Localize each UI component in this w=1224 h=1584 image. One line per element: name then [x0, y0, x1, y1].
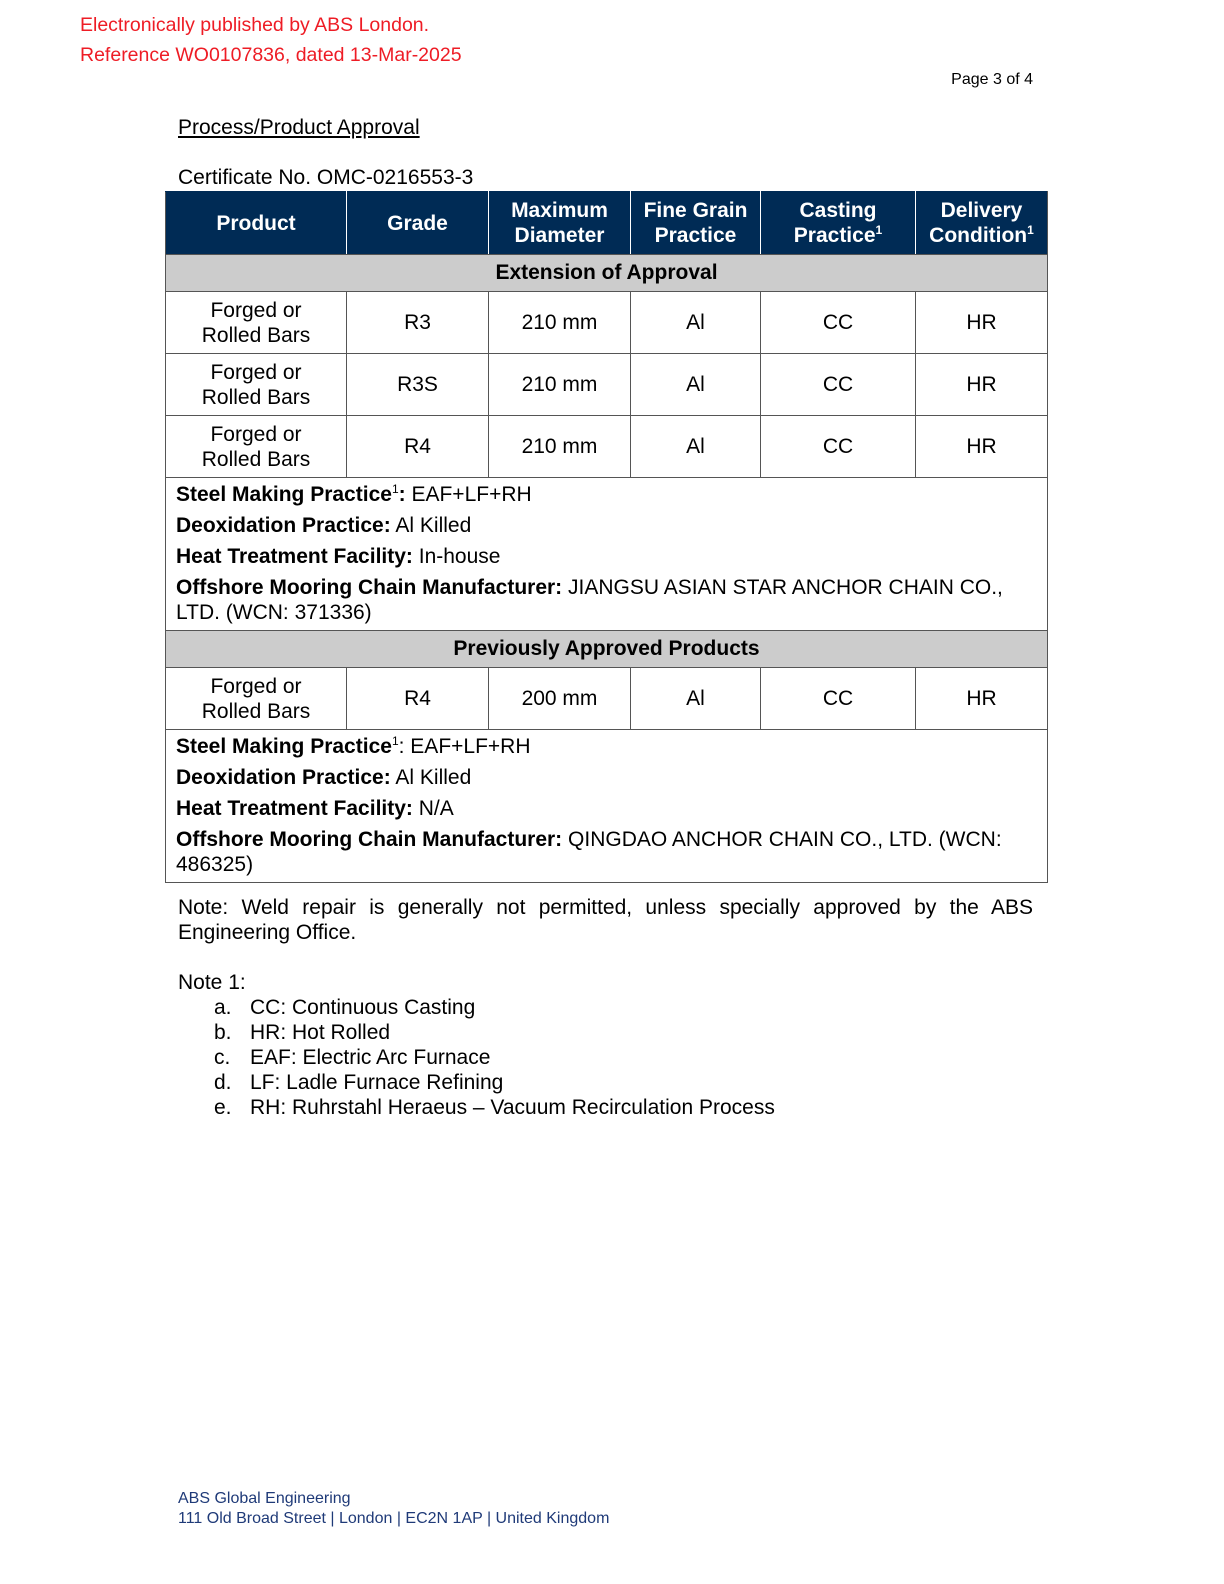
- section-title-extension: Extension of Approval: [166, 255, 1048, 292]
- cell-product: [166, 668, 347, 730]
- header-max-diameter-line-1: Maximum: [511, 199, 608, 222]
- mfr-label: Offshore Mooring Chain Manufacturer:: [176, 576, 563, 599]
- list-letter: e.: [214, 1096, 232, 1119]
- certificate-number: Certificate No. OMC-0216553-3: [178, 166, 474, 189]
- product-line-1: Forged or: [210, 360, 302, 384]
- mfr-label: Offshore Mooring Chain Manufacturer:: [176, 828, 563, 851]
- weld-repair-note: Note: Weld repair is generally not permitted, unless specially approved by the ABS Engineering Office.: [178, 896, 1033, 944]
- cell-grade: R4: [347, 416, 489, 478]
- footnote-marker: 1: [391, 482, 399, 496]
- header-delivery-line-2: Condition: [929, 224, 1028, 247]
- footnote-marker: 1: [391, 734, 399, 748]
- heat-label: Heat Treatment Facility:: [176, 545, 413, 568]
- product-line-1: Forged or: [210, 422, 302, 446]
- list-item: [214, 995, 775, 1020]
- deox-label: Deoxidation Practice:: [176, 514, 391, 537]
- header-casting-practice: [761, 192, 916, 255]
- chain-manufacturer: [176, 575, 1036, 625]
- header-fine-grain-line-1: Fine Grain: [643, 199, 748, 222]
- mfr-value: QINGDAO ANCHOR CHAIN CO., LTD. (WCN: 486325): [176, 828, 1002, 876]
- cell-fine-grain: Al: [631, 416, 761, 478]
- info-row-extension: [166, 478, 1048, 631]
- heat-label: Heat Treatment Facility:: [176, 797, 413, 820]
- list-text: CC: Continuous Casting: [250, 996, 476, 1019]
- product-line-2: Rolled Bars: [201, 447, 311, 471]
- cell-diameter: 210 mm: [489, 292, 631, 354]
- cell-product: [166, 416, 347, 478]
- cell-fine-grain: Al: [631, 354, 761, 416]
- product-line-2: Rolled Bars: [201, 385, 311, 409]
- table-row: [166, 292, 1048, 354]
- cell-delivery: HR: [916, 668, 1048, 730]
- header-grade: Grade: [347, 192, 489, 255]
- deox-label: Deoxidation Practice:: [176, 766, 391, 789]
- heat-value: In-house: [412, 545, 501, 568]
- list-text: HR: Hot Rolled: [250, 1021, 391, 1044]
- header-casting-line-2-wrap: [761, 223, 915, 248]
- cell-casting: CC: [761, 354, 916, 416]
- cell-diameter: 200 mm: [489, 668, 631, 730]
- info-row-previous: [166, 730, 1048, 883]
- approval-table: [165, 191, 1048, 883]
- product-line-2: Rolled Bars: [201, 323, 311, 347]
- mfr-value: JIANGSU ASIAN STAR ANCHOR CHAIN CO., LTD. (WCN: 371336): [176, 576, 1003, 624]
- cell-diameter: 210 mm: [489, 354, 631, 416]
- table-header-row: [166, 192, 1048, 255]
- header-delivery-line-2-wrap: [916, 223, 1047, 248]
- list-letter: a.: [214, 996, 232, 1019]
- footer-organization: ABS Global Engineering: [178, 1490, 351, 1507]
- cell-product: [166, 354, 347, 416]
- cell-casting: CC: [761, 668, 916, 730]
- header-casting-line-1: Casting: [799, 199, 877, 222]
- footer-address: 111 Old Broad Street | London | EC2N 1AP | United Kingdom: [178, 1510, 610, 1527]
- product-line-2: Rolled Bars: [201, 699, 311, 723]
- section-title-previous: Previously Approved Products: [166, 631, 1048, 668]
- cell-grade: R4: [347, 668, 489, 730]
- table-row: [166, 416, 1048, 478]
- deoxidation-practice: [176, 765, 1036, 796]
- steel-label: Steel Making Practice: [176, 483, 392, 506]
- list-letter: d.: [214, 1071, 232, 1094]
- section-row-extension: [166, 255, 1048, 292]
- table-row: [166, 668, 1048, 730]
- note-1-title: Note 1:: [178, 971, 246, 994]
- list-letter: b.: [214, 1021, 232, 1044]
- header-max-diameter: [489, 192, 631, 255]
- heat-treatment-facility: [176, 796, 1036, 827]
- footnote-marker: 1: [1027, 223, 1034, 237]
- extension-details: [166, 478, 1048, 631]
- list-letter: c.: [214, 1046, 231, 1069]
- deoxidation-practice: [176, 513, 1036, 544]
- product-line-1: Forged or: [210, 298, 302, 322]
- section-row-previous: [166, 631, 1048, 668]
- header-delivery-condition: [916, 192, 1048, 255]
- header-max-diameter-line-2: Diameter: [514, 224, 605, 247]
- steel-value: EAF+LF+RH: [404, 735, 531, 758]
- header-fine-grain: [631, 192, 761, 255]
- list-item: [214, 1020, 775, 1045]
- cell-casting: CC: [761, 416, 916, 478]
- steel-label: Steel Making Practice: [176, 735, 392, 758]
- cell-fine-grain: Al: [631, 668, 761, 730]
- cell-casting: CC: [761, 292, 916, 354]
- page-title: Process/Product Approval: [178, 116, 420, 139]
- note-1-list: [214, 995, 775, 1120]
- steel-value: EAF+LF+RH: [405, 483, 532, 506]
- page-footer: [178, 1489, 609, 1529]
- stamp-line-2: Reference WO0107836, dated 13-Mar-2025: [80, 44, 462, 66]
- stamp-line-1: Electronically published by ABS London.: [80, 14, 430, 36]
- previous-details: [166, 730, 1048, 883]
- steel-making-practice: [176, 482, 1036, 513]
- steel-colon: :: [398, 735, 405, 758]
- cell-product: [166, 292, 347, 354]
- list-text: LF: Ladle Furnace Refining: [250, 1071, 504, 1094]
- cell-grade: R3S: [347, 354, 489, 416]
- electronic-publication-stamp: [80, 10, 462, 70]
- cell-delivery: HR: [916, 416, 1048, 478]
- table-row: [166, 354, 1048, 416]
- deox-value: Al Killed: [390, 766, 472, 789]
- header-delivery-line-1: Delivery: [940, 199, 1023, 222]
- cell-delivery: HR: [916, 354, 1048, 416]
- header-casting-line-2: Practice: [793, 224, 876, 247]
- header-fine-grain-line-2: Practice: [654, 224, 737, 247]
- cell-diameter: 210 mm: [489, 416, 631, 478]
- page-number: Page 3 of 4: [951, 71, 1033, 88]
- steel-colon: :: [398, 483, 406, 506]
- heat-value: N/A: [412, 797, 454, 820]
- list-item: [214, 1070, 775, 1095]
- chain-manufacturer: [176, 827, 1036, 877]
- cell-grade: R3: [347, 292, 489, 354]
- heat-treatment-facility: [176, 544, 1036, 575]
- list-text: EAF: Electric Arc Furnace: [250, 1046, 491, 1069]
- list-text: RH: Ruhrstahl Heraeus – Vacuum Recirculation Process: [250, 1096, 775, 1119]
- deox-value: Al Killed: [390, 514, 472, 537]
- cell-fine-grain: Al: [631, 292, 761, 354]
- steel-making-practice: [176, 734, 1036, 765]
- footnote-marker: 1: [875, 223, 883, 237]
- product-line-1: Forged or: [210, 674, 302, 698]
- header-product: Product: [166, 192, 347, 255]
- cell-delivery: HR: [916, 292, 1048, 354]
- list-item: [214, 1045, 775, 1070]
- list-item: [214, 1095, 775, 1120]
